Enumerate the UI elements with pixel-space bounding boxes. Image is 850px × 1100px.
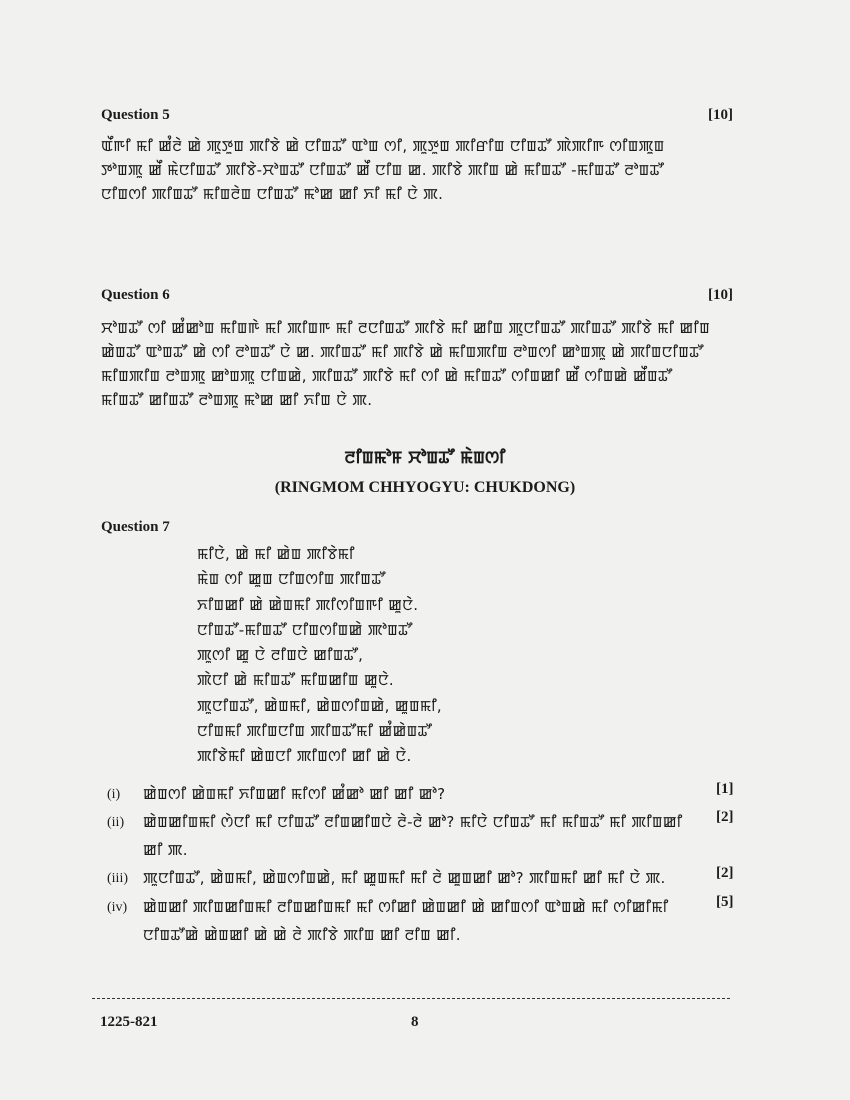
question-5-text: ꯑꯩꯒꯤ ꯃꯤ ꯀꯪꯂꯥ ꯀꯥ ꯄꯨꯇꯨꯡ ꯄꯤꯕꯥ ꯀꯥ ꯅꯤꯡꯊꯧ ꯑꯣꯡ ꯁꯤ, ꯄꯨꯇꯨꯡ ꯄꯤꯔꯤꯡ ꯅꯤꯡꯊꯧ ꯄꯥꯄꯤꯒ ꯁꯤꯡꯄꯨꯡ ꯇꯣꯡꯄꯨ ꯀꯩ ꯃꯥꯅꯤꯡꯊꯧ ꯄꯤꯕꯥ-ꯆꯣꯡꯊꯧ ꯅꯤꯡꯊꯧ ꯀꯩ ꯅꯤꯡ ꯀ. ꯄꯤꯕꯥ ꯄꯤꯡ ꯀꯥ ꯃꯤꯡꯊꯧ -ꯃꯤꯡꯊꯧ ꯂꯣꯡꯊꯧ ꯅꯤꯡꯁꯤ ꯄꯤꯡꯊꯧ ꯃꯤꯡꯂꯥꯡ ꯅꯤꯡꯊꯧ ꯃꯣꯀ ꯀꯤ ꯈꯤ ꯃꯤ ꯅꯥ ꯄ.: [101, 137, 665, 203]
section-script-title: ꯂꯤꯡꯃꯣꯝ ꯆꯣꯡꯊꯧ ꯃꯥꯡꯁꯤ: [344, 448, 506, 468]
section-title: (RINGMOM CHHYOGYU: CHUKDONG): [274, 479, 576, 496]
poem-line: ꯄꯨꯅꯤꯡꯊꯧ, ꯀꯥꯡꯃꯤ, ꯀꯥꯡꯁꯤꯡꯀꯥ, ꯀꯨꯡꯃꯤ,: [197, 696, 442, 715]
subquestion-number: (iii): [107, 871, 128, 886]
poem-line: ꯃꯤꯅꯥ, ꯀꯥ ꯃꯤ ꯀꯥꯡ ꯄꯤꯕꯥꯃꯤ: [197, 545, 355, 563]
paper-code: 1225-821: [100, 1014, 158, 1030]
question-5-marks: [10]: [708, 107, 733, 123]
subquestion-number: (ii): [107, 815, 125, 830]
question-6-marks: [10]: [708, 287, 733, 303]
question-6-label: Question 6: [101, 287, 170, 303]
subquestion-marks: [2]: [716, 809, 734, 825]
poem-line: ꯄꯥꯅꯤ ꯀꯥ ꯃꯤꯡꯊꯧ ꯃꯤꯡꯀꯤꯡ ꯀꯨꯅꯥ.: [197, 671, 395, 690]
subquestion-text: ꯀꯥꯡꯀꯤ ꯄꯤꯡꯀꯤꯡꯃꯤ ꯂꯤꯡꯀꯤꯡꯃꯤ ꯃꯤ ꯁꯤꯀꯤ ꯀꯥꯡꯀꯤ ꯀꯥ ꯀꯤꯡꯁꯤ ꯑꯣꯡꯀꯥ ꯃꯤ ꯁꯤꯀꯤꯃꯤ ꯅꯤꯡꯊꯧꯀꯥ ꯀꯥꯡꯀꯤ ꯀꯥ ꯀꯥ ꯂꯥ ꯄꯤꯕꯥ ꯄꯤꯡ ꯀꯤ ꯂꯤꯡ ꯀꯤ.: [143, 898, 669, 944]
subquestion-marks: [1]: [716, 781, 734, 797]
question-7-label: Question 7: [101, 519, 170, 535]
question-5-label: Question 5: [101, 107, 170, 123]
subquestion-marks: [5]: [716, 894, 734, 910]
poem-line: ꯅꯤꯡꯊꯧ-ꯃꯤꯡꯊꯧ ꯅꯤꯡꯁꯤꯡꯀꯥ ꯄꯣꯡꯊꯧ: [197, 620, 413, 639]
subquestion-number: (i): [107, 787, 121, 802]
subquestion-number: (iv): [107, 900, 128, 915]
subquestion-marks: [2]: [716, 865, 734, 881]
poem-line: ꯃꯥꯡ ꯁꯤ ꯀꯨꯡ ꯅꯤꯡꯁꯤꯡ ꯄꯤꯡꯊꯧ: [197, 570, 386, 589]
question-6-text: ꯆꯣꯡꯊꯧ ꯁꯤ ꯀꯪꯀꯣꯡ ꯃꯤꯡꯒꯥ ꯃꯤ ꯄꯤꯡꯒ ꯃꯤ ꯂꯅꯤꯡꯊꯧ ꯄꯤꯕꯥ ꯃꯤ ꯀꯤꯡ ꯄꯨꯅꯤꯡꯊꯧ ꯄꯤꯡꯊꯧ ꯄꯤꯕꯥ ꯃꯤ ꯀꯤꯡ ꯀꯥꯡꯊꯧ ꯑꯣꯡꯊꯧ ꯀꯥ ꯁꯤ ꯂꯣꯡꯊꯧ ꯅꯥ ꯀ. ꯄꯤꯡꯊꯧ ꯃꯤ ꯄꯤꯕꯥ ꯀꯥ ꯃꯤꯡꯄꯤꯡ ꯂꯣꯡꯁꯤ ꯀꯣꯡꯄꯨ ꯀꯥ ꯄꯤꯡꯅꯤꯡꯊꯧ ꯃꯤꯡꯄꯤꯡ ꯂꯣꯡꯄꯨ ꯀꯣꯡꯄꯨ ꯅꯤꯡꯀꯥ, ꯄꯤꯡꯊꯧ ꯄꯤꯕꯥ ꯃꯤ ꯁꯤ ꯀꯥ ꯃꯤꯡꯊꯧ ꯁꯤꯡꯀꯤ ꯀꯩ ꯁꯤꯡꯀꯥ ꯀꯩꯡꯊꯧ ꯃꯤꯡꯊꯧ ꯀꯤꯡꯊꯧ ꯂꯣꯡꯄꯨ ꯃꯣꯀ ꯀꯤ ꯈꯤꯡ ꯅꯥ ꯄ.: [101, 319, 711, 409]
poem-line: ꯄꯨꯁꯤ ꯀꯨ ꯅꯥ ꯂꯤꯡꯅꯥ ꯀꯤꯡꯊꯧ,: [197, 646, 364, 665]
subquestion-text: ꯄꯨꯅꯤꯡꯊꯧ, ꯀꯥꯡꯃꯤ, ꯀꯥꯡꯁꯤꯡꯀꯥ, ꯃꯤ ꯀꯨꯡꯃꯤ ꯃꯤ ꯂꯥ ꯀꯨꯡꯀꯤ ꯀꯣ? ꯄꯤꯡꯃꯤ ꯀꯤ ꯃꯤ ꯅꯥ ꯄ.: [143, 869, 666, 887]
poem-line: ꯅꯤꯡꯃꯤ ꯄꯤꯡꯅꯤꯡ ꯄꯤꯡꯊꯧꯃꯤ ꯀꯪꯀꯥꯡꯊꯧ: [197, 722, 432, 741]
footer-divider: [92, 998, 730, 999]
page-number: 8: [411, 1014, 419, 1030]
subquestion-text: ꯀꯥꯡꯁꯤ ꯀꯥꯡꯃꯤ ꯈꯤꯡꯀꯤ ꯃꯤꯁꯤ ꯀꯪꯀꯣ ꯀꯤ ꯀꯤ ꯀꯣ?: [143, 785, 446, 803]
poem-line: ꯈꯤꯡꯀꯤ ꯀꯥ ꯀꯥꯡꯃꯤ ꯄꯤꯁꯤꯡꯒꯤ ꯀꯨꯅꯥ.: [197, 595, 419, 614]
poem-line: ꯄꯤꯕꯥꯃꯤ ꯀꯥꯡꯅꯤ ꯄꯤꯡꯁꯤ ꯀꯤ ꯀꯥ ꯅꯥ.: [197, 747, 412, 766]
subquestion-text: ꯀꯥꯡꯀꯤꯡꯃꯤ ꯁꯥꯅꯤ ꯃꯤ ꯅꯤꯡꯊꯧ ꯂꯤꯡꯀꯤꯡꯅꯥ ꯂꯥ-ꯂꯥ ꯀꯣ? ꯃꯤꯅꯥ ꯅꯤꯡꯊꯧ ꯃꯤ ꯃꯤꯡꯊꯧ ꯃꯤ ꯄꯤꯡꯀꯤ ꯀꯤ ꯄ.: [143, 813, 683, 859]
poem: [197, 542, 657, 770]
